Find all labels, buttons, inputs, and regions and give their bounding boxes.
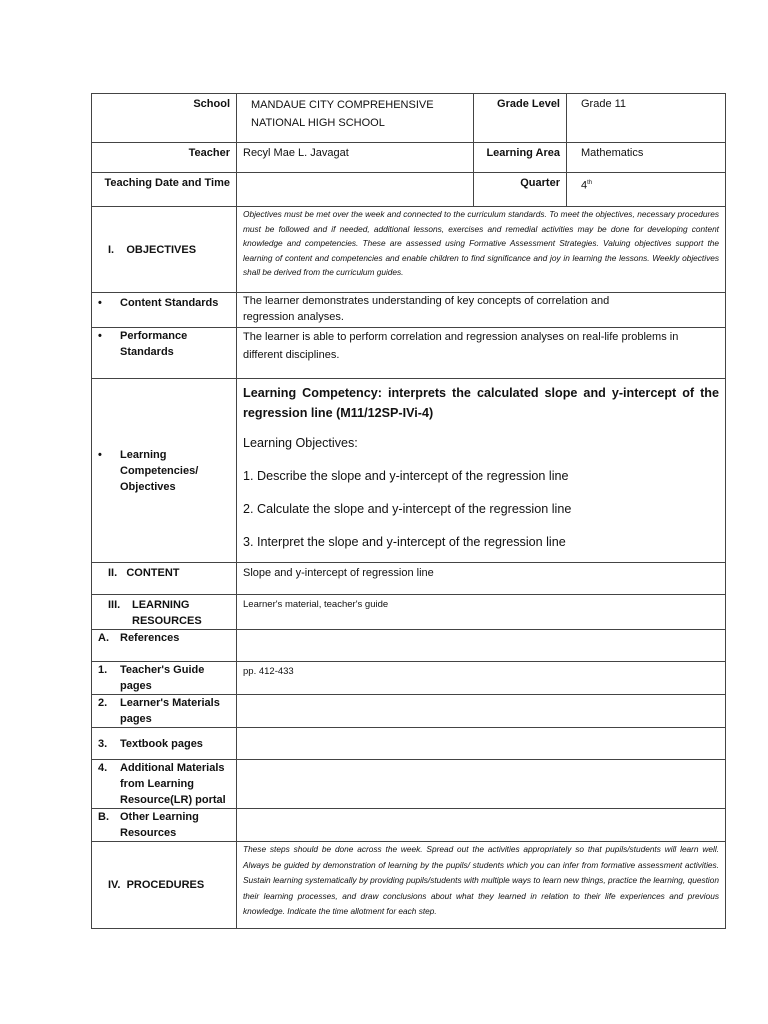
additional-materials-number: 4.	[98, 762, 108, 774]
teachers-guide-label	[120, 662, 204, 694]
learners-materials-label-line2: pages	[120, 713, 152, 725]
learners-materials-number: 2.	[98, 697, 108, 709]
content-value: Slope and y-intercept of regression line	[237, 563, 726, 595]
content-standards-line2: regression analyses.	[243, 311, 344, 323]
references-letter: A.	[98, 632, 109, 644]
procedures-row	[92, 842, 726, 929]
textbook-row	[92, 728, 726, 760]
additional-materials-label-line1: Additional Materials	[120, 762, 225, 774]
resources-label	[132, 597, 202, 629]
resources-heading-cell	[92, 595, 237, 630]
references-value	[237, 630, 726, 662]
teacher-row	[92, 143, 726, 173]
teachers-guide-label-line2: pages	[120, 680, 152, 692]
performance-label-line2: Standards	[120, 346, 174, 358]
teachers-guide-label-cell	[92, 662, 237, 695]
additional-materials-label	[120, 760, 226, 808]
teaching-date-label: Teaching Date and Time	[92, 173, 237, 207]
content-heading-cell	[92, 563, 237, 595]
quarter-value	[567, 173, 726, 207]
resources-heading	[92, 595, 236, 629]
objective-2: 2. Calculate the slope and y-intercept of the regression line	[243, 502, 572, 516]
learners-materials-value	[237, 695, 726, 728]
other-resources-label-cell	[92, 809, 237, 842]
performance-standards-value: The learner is able to perform correlation and regression analyses on real-life problems in different disciplines.	[237, 328, 726, 379]
content-standards-label: Content Standards	[120, 297, 219, 309]
learners-materials-label	[120, 695, 220, 727]
lesson-plan-table	[91, 93, 726, 929]
textbook-number: 3.	[98, 737, 108, 750]
other-resources-label-line2: Resources	[120, 827, 177, 839]
textbook-value	[237, 728, 726, 760]
learners-materials-row	[92, 695, 726, 728]
learners-materials-heading	[92, 695, 236, 727]
textbook-label: Textbook pages	[120, 737, 203, 750]
performance-standards-label-cell	[92, 328, 237, 379]
objective-1: 1. Describe the slope and y-intercept of the regression line	[243, 469, 569, 483]
objectives-roman: I.	[108, 243, 115, 256]
grade-level-label: Grade Level	[474, 94, 567, 143]
bullet-icon: •	[98, 297, 102, 309]
learning-area-label: Learning Area	[474, 143, 567, 173]
competencies-label-cell	[92, 379, 237, 563]
resources-value: Learner's material, teacher's guide	[237, 595, 726, 630]
school-row	[92, 94, 726, 143]
other-resources-letter: B.	[98, 811, 109, 823]
competencies-label-wrap	[92, 447, 236, 495]
teachers-guide-heading	[92, 662, 236, 694]
competencies-row	[92, 379, 726, 563]
objectives-heading-cell	[92, 207, 237, 293]
additional-materials-label-line3: Resource(LR) portal	[120, 794, 226, 806]
objectives-label: OBJECTIVES	[126, 243, 197, 256]
grade-level-value: Grade 11	[567, 94, 726, 143]
procedures-roman: IV.	[108, 879, 121, 891]
objectives-heading	[92, 242, 236, 258]
procedures-note: These steps should be done across the week. Spread out the activities appropriately so that pupils/students will learn well. Always be guided by demonstration of learning by the pupils/ students which you can infer from formative assessment activities. Sustain learning systematically by providing pupils/students with multiple ways to learn new things, practice the learning, question their learning processes, and draw conclusions about what they learned in relation to their life experiences and previous knowledge. Indicate the time allotment for each step.	[237, 842, 726, 929]
teachers-guide-label-line1: Teacher's Guide	[120, 664, 205, 676]
learners-materials-label-line1: Learner's Materials	[120, 697, 220, 709]
school-value-line2: NATIONAL HIGH SCHOOL	[251, 117, 385, 129]
quarter-suffix: th	[587, 180, 593, 186]
content-row	[92, 563, 726, 595]
resources-label-line1: LEARNING	[132, 599, 190, 611]
other-resources-value	[237, 809, 726, 842]
school-label: School	[92, 94, 237, 143]
content-roman: II.	[108, 567, 118, 579]
references-heading	[92, 630, 236, 646]
teaching-date-value	[237, 173, 474, 207]
objectives-title: Learning Objectives:	[243, 436, 358, 450]
competencies-value	[237, 379, 726, 563]
objectives-note: Objectives must be met over the week and connected to the curriculum standards. To meet the objectives, necessary procedures must be followed and if needed, additional lessons, exercises and remedial activities may be done for developing content knowledge and competencies. These are assessed using Formative Assessment Strategies. Valuing objectives support the learning of content and competencies and enable children to find significance and joy in learning the lessons. Weekly objectives shall be derived from the curriculum guides.	[237, 207, 726, 293]
teacher-label: Teacher	[92, 143, 237, 173]
bullet-icon: •	[98, 448, 102, 461]
procedures-heading-cell	[92, 842, 237, 929]
content-label: CONTENT	[126, 567, 180, 579]
additional-materials-row	[92, 760, 726, 809]
performance-standards-row	[92, 328, 726, 379]
competencies-label-line3: Objectives	[120, 480, 176, 493]
competencies-label	[120, 447, 198, 495]
school-value-line1: MANDAUE CITY COMPREHENSIVE	[251, 99, 434, 111]
references-label: References	[120, 632, 180, 644]
performance-standards-label-wrap	[92, 328, 236, 360]
other-resources-label-line1: Other Learning	[120, 811, 199, 823]
resources-row	[92, 595, 726, 630]
teachers-guide-row	[92, 662, 726, 695]
references-label-cell	[92, 630, 237, 662]
other-resources-label	[120, 809, 199, 841]
teachers-guide-number: 1.	[98, 664, 108, 676]
competencies-label-line1: Learning	[120, 448, 167, 461]
content-standards-label-wrap	[92, 293, 236, 311]
additional-materials-label-line2: from Learning	[120, 778, 194, 790]
performance-standards-label	[120, 328, 187, 360]
competencies-label-line2: Competencies/	[120, 464, 199, 477]
objective-3: 3. Interpret the slope and y-intercept of the regression line	[243, 535, 566, 549]
textbook-label-cell	[92, 728, 237, 760]
objectives-row	[92, 207, 726, 293]
resources-roman: III.	[108, 599, 121, 611]
performance-label-line1: Performance	[120, 330, 188, 342]
additional-materials-value	[237, 760, 726, 809]
resources-label-line2: RESOURCES	[132, 615, 202, 627]
quarter-number: 4	[581, 179, 588, 192]
learning-area-value: Mathematics	[567, 143, 726, 173]
additional-materials-label-cell	[92, 760, 237, 809]
references-row	[92, 630, 726, 662]
content-heading	[92, 563, 236, 581]
teachers-guide-value: pp. 412-433	[237, 662, 726, 695]
procedures-heading	[92, 877, 236, 893]
other-resources-heading	[92, 809, 236, 841]
content-standards-row	[92, 293, 726, 328]
learning-competency: Learning Competency: interprets the calculated slope and y-intercept of the regression line (M11/12SP-IVi-4)	[243, 386, 719, 420]
content-standards-line1: The learner demonstrates understanding of key concepts of correlation and	[243, 295, 610, 307]
teacher-value: Recyl Mae L. Javagat	[237, 143, 474, 173]
other-resources-row	[92, 809, 726, 842]
school-value	[237, 94, 474, 143]
content-standards-label-cell	[92, 293, 237, 328]
content-standards-value	[237, 293, 726, 328]
bullet-icon: •	[98, 330, 102, 342]
procedures-label: PROCEDURES	[126, 879, 205, 891]
date-row	[92, 173, 726, 207]
learners-materials-label-cell	[92, 695, 237, 728]
additional-materials-heading	[92, 760, 236, 808]
textbook-heading	[92, 736, 236, 752]
quarter-label: Quarter	[474, 173, 567, 207]
